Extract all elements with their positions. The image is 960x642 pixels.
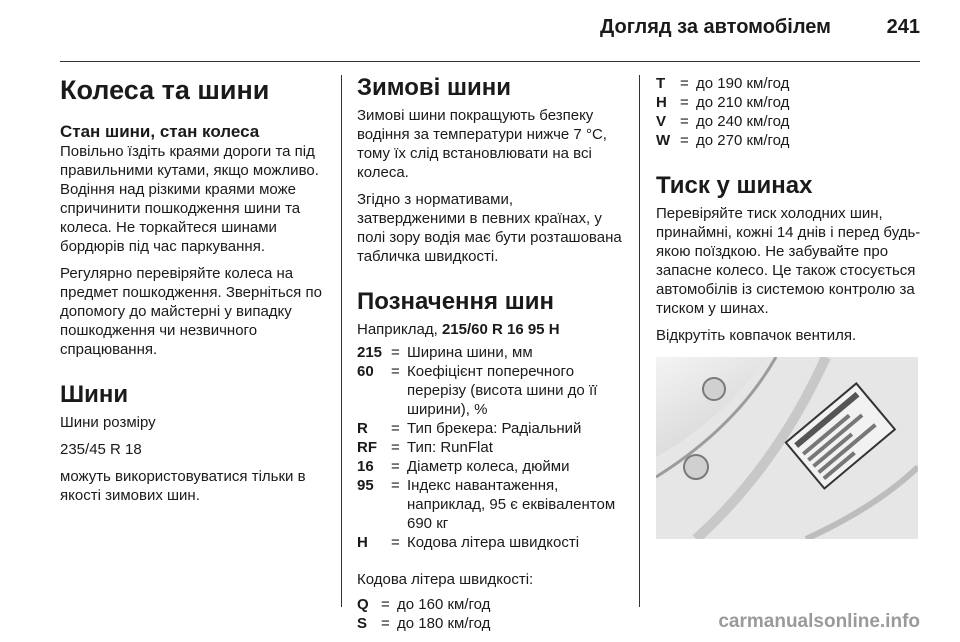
paragraph-unscrew-valve: Відкрутіть ковпачок вентиля. xyxy=(656,327,857,344)
speed-code: T xyxy=(656,75,666,92)
spec-row xyxy=(357,419,625,438)
example-code: 215/60 R 16 95 H xyxy=(441,321,560,338)
speed-code: Q xyxy=(357,596,369,613)
spec-equals: = xyxy=(391,344,400,361)
spec-row xyxy=(357,457,625,476)
speed-row xyxy=(656,131,921,150)
spec-row xyxy=(357,362,625,419)
spec-code: 16 xyxy=(357,458,374,475)
spec-row xyxy=(357,343,625,362)
spec-equals: = xyxy=(680,132,689,149)
speed-code-intro: Кодова літера швидкості: xyxy=(357,571,534,588)
spec-code: 95 xyxy=(357,477,374,494)
heading-winter-tyres: Зимові шини xyxy=(357,74,511,101)
speed-code: H xyxy=(656,94,667,111)
photo-illustration xyxy=(656,357,918,539)
heading-tyre-pressure: Тиск у шинах xyxy=(656,172,813,199)
speed-code: S xyxy=(357,615,368,632)
speed-code: W xyxy=(656,132,671,149)
watermark: carmanualsonline.info xyxy=(718,611,920,632)
speed-row xyxy=(656,112,921,131)
spec-description: Індекс навантаження, наприклад, 95 є еквівалентом 690 кг xyxy=(407,477,616,532)
spec-equals: = xyxy=(680,75,689,92)
speed-description: до 180 км/год xyxy=(397,615,491,632)
speed-row xyxy=(656,74,921,93)
spec-equals: = xyxy=(381,596,390,613)
section-heading-wheels-tyres: Колеса та шини xyxy=(60,75,270,105)
example-prefix: Наприклад, xyxy=(357,321,438,338)
column-divider-2 xyxy=(639,75,640,607)
spec-code: RF xyxy=(357,439,377,456)
spec-row xyxy=(357,438,625,457)
spec-code: 215 xyxy=(357,344,383,361)
spec-equals: = xyxy=(391,363,400,380)
speed-description: до 240 км/год xyxy=(696,113,790,130)
page-header-title: Догляд за автомобілем xyxy=(600,16,831,38)
heading-tyres: Шини xyxy=(60,381,129,408)
spec-description: Кодова літера швидкості xyxy=(407,534,580,551)
spec-description: Коефіцієнт поперечного перерізу (висота шини до її ширини), % xyxy=(407,363,598,418)
paragraph-winter-only: можуть використовуватися тільки в якості зимових шин. xyxy=(60,468,306,504)
spec-description: Тип: RunFlat xyxy=(407,439,493,456)
spec-equals: = xyxy=(391,439,400,456)
header-divider xyxy=(60,61,920,62)
spec-description: Тип брекера: Радіальний xyxy=(407,420,582,437)
spec-equals: = xyxy=(391,420,400,437)
paragraph-speed-label: Згідно з нормативами, затвердженими в певних країнах, у полі зору водія має бути розташована табличка швидкості. xyxy=(357,191,622,265)
spec-description: Ширина шини, мм xyxy=(407,344,533,361)
column-1 xyxy=(60,74,325,513)
page-number: 241 xyxy=(886,16,920,38)
spec-code: R xyxy=(357,420,368,437)
paragraph-winter-safety: Зимові шини покращують безпеку водіння за температури нижче 7 °C, тому їх слід встановлювати на всі колеса. xyxy=(357,107,607,181)
speed-description: до 190 км/год xyxy=(696,75,790,92)
tyre-pressure-label-photo xyxy=(656,357,918,539)
spec-row xyxy=(357,476,625,533)
paragraph-driving-edges: Повільно їздіть краями дороги та під правильними кутами, якщо можливо. Водіння над різкими краями може спричинити пошкодження шини та колеса. Не торкайтеся шинами бордюрів під час паркування. xyxy=(60,143,319,255)
speed-description: до 270 км/год xyxy=(696,132,790,149)
paragraph-tyre-size-intro: Шини розміру xyxy=(60,414,156,431)
spec-equals: = xyxy=(680,113,689,130)
designation-example xyxy=(357,320,625,339)
paragraph-check-damage: Регулярно перевіряйте колеса на предмет пошкодження. Зверніться по допомогу до майстерні у випадку пошкодження чи незвичного спрацювання. xyxy=(60,265,322,358)
heading-tyre-designation: Позначення шин xyxy=(357,288,554,315)
spec-equals: = xyxy=(391,458,400,475)
paragraph-tyre-size: 235/45 R 18 xyxy=(60,441,142,458)
spec-code: 60 xyxy=(357,363,374,380)
spec-equals: = xyxy=(381,615,390,632)
column-2 xyxy=(357,74,625,633)
spec-equals: = xyxy=(391,534,400,551)
spec-description: Діаметр колеса, дюйми xyxy=(407,458,570,475)
speed-description: до 160 км/год xyxy=(397,596,491,613)
speed-description: до 210 км/год xyxy=(696,94,790,111)
spec-equals: = xyxy=(391,477,400,494)
spec-row xyxy=(357,533,625,552)
speed-code-list-continued xyxy=(656,74,921,150)
spec-equals: = xyxy=(680,94,689,111)
speed-code: V xyxy=(656,113,667,130)
column-divider-1 xyxy=(341,75,342,607)
column-3 xyxy=(656,74,921,539)
paragraph-check-pressure: Перевіряйте тиск холодних шин, принаймні, кожні 14 днів і перед будь-якою поїздкою. Не забувайте про запасне колесо. Це також стосується автомобілів із системою контролю за тиском у шинах. xyxy=(656,205,921,317)
subheading-condition: Стан шини, стан колеса xyxy=(60,122,260,141)
speed-row xyxy=(656,93,921,112)
spec-code: H xyxy=(357,534,368,551)
designation-spec-list xyxy=(357,343,625,552)
